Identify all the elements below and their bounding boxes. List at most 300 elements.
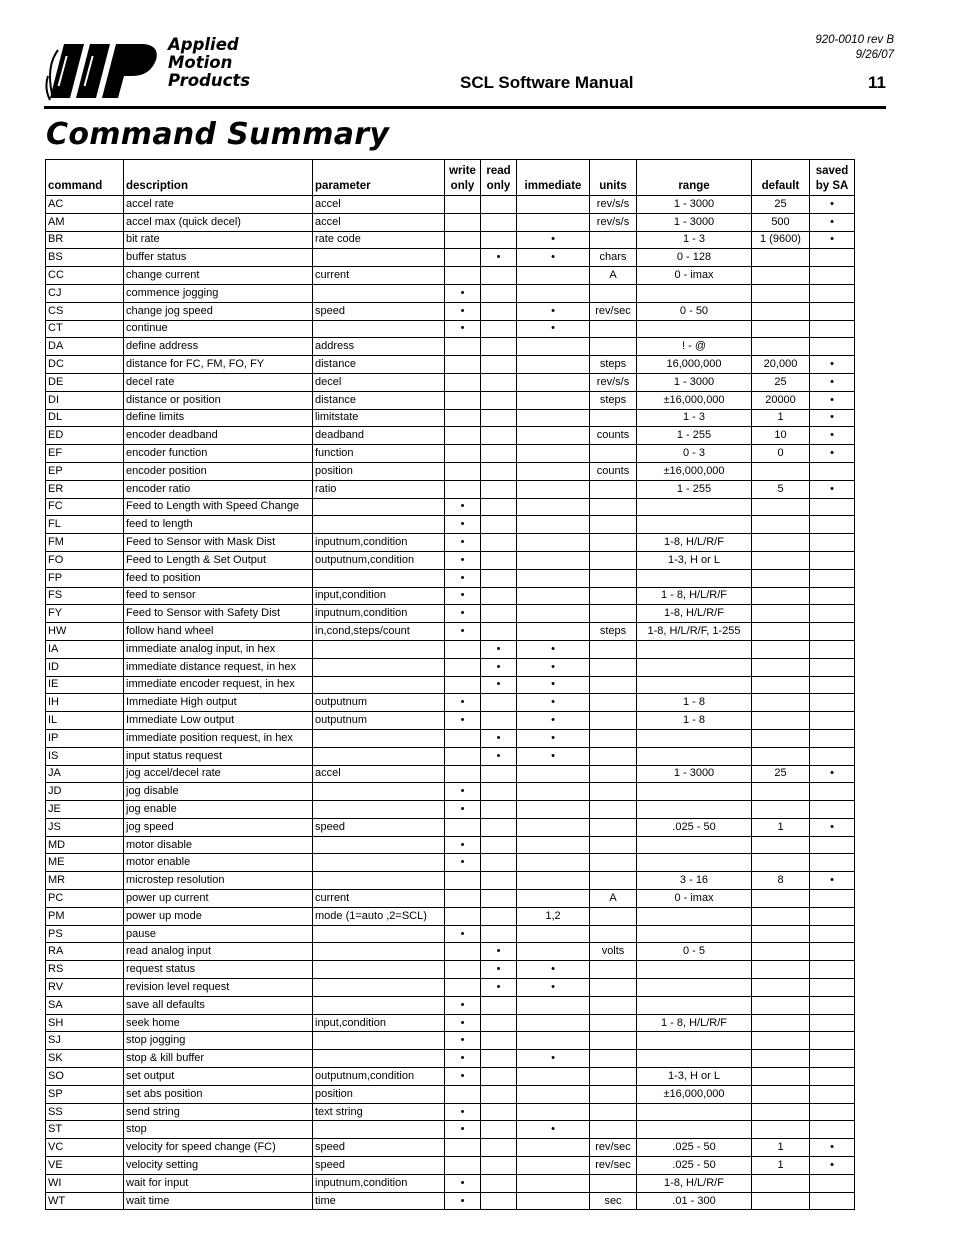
cell-read [481,854,517,872]
cell-parameter: position [313,1085,445,1103]
cell-default [752,1103,810,1121]
cell-saved [810,267,855,285]
cell-description: seek home [124,1014,313,1032]
table-row [46,1103,855,1121]
column-header-range: range [637,160,752,196]
cell-write: • [445,569,481,587]
cell-read: • [481,676,517,694]
cell-range [637,907,752,925]
cell-range [637,676,752,694]
cell-saved [810,1050,855,1068]
cell-parameter [313,284,445,302]
table-row [46,373,855,391]
cell-immediate [517,391,590,409]
cell-command: VC [46,1139,124,1157]
cell-description: input status request [124,747,313,765]
table-row [46,569,855,587]
cell-units [590,587,637,605]
cell-immediate [517,587,590,605]
cell-range: 3 - 16 [637,872,752,890]
cell-range: 0 - 128 [637,249,752,267]
cell-default: 8 [752,872,810,890]
cell-immediate [517,480,590,498]
cell-range [637,996,752,1014]
cell-command: JE [46,801,124,819]
table-row [46,267,855,285]
cell-units [590,872,637,890]
cell-saved [810,907,855,925]
table-row [46,712,855,730]
cell-saved [810,284,855,302]
cell-default [752,534,810,552]
cell-read: • [481,658,517,676]
cell-default [752,1014,810,1032]
column-header-immediate: immediate [517,160,590,196]
cell-range [637,783,752,801]
cell-range: 0 - 3 [637,445,752,463]
cell-default [752,925,810,943]
cell-default [752,249,810,267]
cell-command: AC [46,196,124,214]
table-row [46,783,855,801]
cell-read [481,1157,517,1175]
table-row [46,1050,855,1068]
table-row [46,302,855,320]
table-row [46,1032,855,1050]
cell-read [481,551,517,569]
cell-units [590,979,637,997]
cell-default [752,302,810,320]
cell-units [590,445,637,463]
cell-range: 0 - 5 [637,943,752,961]
cell-description: wait for input [124,1174,313,1192]
cell-range: 1-8, H/L/R/F [637,605,752,623]
cell-description: encoder function [124,445,313,463]
cell-saved [810,249,855,267]
cell-read [481,712,517,730]
cell-read [481,462,517,480]
table-row [46,498,855,516]
cell-units [590,907,637,925]
cell-immediate [517,783,590,801]
cell-parameter: outputnum,condition [313,551,445,569]
header-rule [44,106,886,109]
page-title: Command Summary [46,117,390,152]
cell-default [752,1032,810,1050]
cell-write: • [445,783,481,801]
cell-default: 25 [752,373,810,391]
document-id: 920-0010 rev B [815,34,894,46]
cell-write: • [445,836,481,854]
cell-saved: • [810,818,855,836]
table-row [46,979,855,997]
cell-saved: • [810,872,855,890]
cell-range [637,284,752,302]
cell-command: CJ [46,284,124,302]
cell-units: chars [590,249,637,267]
cell-saved [810,1085,855,1103]
cell-range [637,516,752,534]
cell-read [481,1174,517,1192]
cell-units [590,1032,637,1050]
cell-parameter [313,729,445,747]
cell-immediate: • [517,961,590,979]
cell-default: 1 (9600) [752,231,810,249]
cell-write: • [445,284,481,302]
cell-parameter [313,516,445,534]
cell-write [445,979,481,997]
cell-range: 1-8, H/L/R/F [637,534,752,552]
cell-description: bit rate [124,231,313,249]
cell-parameter: input,condition [313,587,445,605]
cell-range [637,747,752,765]
cell-range: 1-8, H/L/R/F [637,1174,752,1192]
cell-saved [810,1174,855,1192]
cell-command: IS [46,747,124,765]
cell-immediate [517,1139,590,1157]
cell-units: rev/sec [590,1157,637,1175]
cell-default [752,623,810,641]
table-row [46,729,855,747]
cell-read [481,783,517,801]
cell-default: 20,000 [752,356,810,374]
cell-immediate [517,569,590,587]
cell-parameter: accel [313,765,445,783]
cell-range: ±16,000,000 [637,1085,752,1103]
cell-units [590,480,637,498]
cell-command: IP [46,729,124,747]
cell-description: revision level request [124,979,313,997]
cell-write: • [445,551,481,569]
cell-units [590,1050,637,1068]
cell-write: • [445,1068,481,1086]
cell-read [481,569,517,587]
cell-parameter [313,943,445,961]
cell-range: 1-3, H or L [637,1068,752,1086]
cell-read [481,356,517,374]
cell-units [590,284,637,302]
page-number: 11 [868,73,886,92]
cell-description: velocity setting [124,1157,313,1175]
cell-write [445,943,481,961]
cell-write [445,961,481,979]
cell-range: ! - @ [637,338,752,356]
table-row [46,409,855,427]
cell-immediate [517,943,590,961]
cell-units [590,961,637,979]
cell-default [752,836,810,854]
cell-immediate [517,1068,590,1086]
table-row [46,1192,855,1210]
cell-range [637,979,752,997]
cell-write [445,231,481,249]
cell-saved [810,516,855,534]
cell-saved [810,623,855,641]
cell-default [752,801,810,819]
cell-parameter [313,925,445,943]
cell-description: microstep resolution [124,872,313,890]
cell-default: 1 [752,1157,810,1175]
document-id-block [815,33,894,63]
cell-default: 5 [752,480,810,498]
cell-immediate [517,854,590,872]
cell-units: counts [590,462,637,480]
cell-units: steps [590,356,637,374]
cell-description: accel max (quick decel) [124,213,313,231]
cell-units [590,729,637,747]
cell-immediate [517,1174,590,1192]
cell-write [445,658,481,676]
cell-saved [810,551,855,569]
cell-description: encoder deadband [124,427,313,445]
cell-saved [810,712,855,730]
cell-parameter: deadband [313,427,445,445]
table-row [46,961,855,979]
cell-description: accel rate [124,196,313,214]
table-row [46,320,855,338]
cell-description: motor enable [124,854,313,872]
cell-range: .025 - 50 [637,1157,752,1175]
table-row [46,427,855,445]
cell-command: FL [46,516,124,534]
cell-read [481,623,517,641]
cell-description: Feed to Sensor with Mask Dist [124,534,313,552]
cell-command: SK [46,1050,124,1068]
cell-parameter [313,783,445,801]
cell-read [481,231,517,249]
cell-parameter: text string [313,1103,445,1121]
cell-description: feed to sensor [124,587,313,605]
cell-immediate [517,551,590,569]
cell-range [637,569,752,587]
cell-range [637,925,752,943]
cell-description: power up mode [124,907,313,925]
cell-write [445,267,481,285]
table-row [46,1121,855,1139]
cell-read [481,1014,517,1032]
cell-write [445,338,481,356]
cell-parameter: input,condition [313,1014,445,1032]
cell-default [752,1192,810,1210]
cell-range: .025 - 50 [637,1139,752,1157]
cell-default: 1 [752,1139,810,1157]
cell-command: ME [46,854,124,872]
cell-parameter: mode (1=auto ,2=SCL) [313,907,445,925]
cell-read [481,1103,517,1121]
cell-description: commence jogging [124,284,313,302]
cell-write: • [445,1174,481,1192]
cell-units [590,640,637,658]
table-row [46,480,855,498]
cell-units [590,498,637,516]
cell-parameter: current [313,890,445,908]
cell-default: 25 [752,196,810,214]
cell-write: • [445,1192,481,1210]
cell-saved [810,605,855,623]
cell-immediate: • [517,302,590,320]
cell-write [445,676,481,694]
table-row [46,925,855,943]
cell-parameter: in,cond,steps/count [313,623,445,641]
cell-units [590,676,637,694]
cell-read [481,302,517,320]
cell-range: 1 - 3000 [637,196,752,214]
table-row [46,747,855,765]
cell-command: SJ [46,1032,124,1050]
cell-default [752,1068,810,1086]
cell-description: read analog input [124,943,313,961]
cell-units: A [590,890,637,908]
cell-units [590,1068,637,1086]
company-logo-mark-icon [44,36,166,102]
cell-parameter [313,1032,445,1050]
cell-parameter [313,854,445,872]
cell-write: • [445,1014,481,1032]
cell-saved [810,1014,855,1032]
column-header-command: command [46,160,124,196]
cell-parameter [313,658,445,676]
cell-range: 1 - 8, H/L/R/F [637,1014,752,1032]
cell-saved: • [810,445,855,463]
cell-saved [810,996,855,1014]
cell-read: • [481,943,517,961]
cell-command: PS [46,925,124,943]
table-row [46,516,855,534]
cell-write: • [445,516,481,534]
cell-parameter: distance [313,391,445,409]
cell-default: 25 [752,765,810,783]
cell-write [445,391,481,409]
cell-saved [810,320,855,338]
cell-description: Immediate Low output [124,712,313,730]
cell-parameter [313,961,445,979]
cell-default [752,587,810,605]
cell-default [752,516,810,534]
cell-immediate [517,836,590,854]
cell-command: MR [46,872,124,890]
cell-saved [810,462,855,480]
table-row [46,1014,855,1032]
cell-read [481,213,517,231]
cell-immediate [517,818,590,836]
cell-write: • [445,712,481,730]
cell-default [752,1174,810,1192]
table-row [46,996,855,1014]
cell-units [590,1085,637,1103]
cell-parameter [313,569,445,587]
table-row [46,943,855,961]
cell-units [590,694,637,712]
cell-command: JD [46,783,124,801]
cell-read [481,996,517,1014]
cell-immediate [517,534,590,552]
cell-description: power up current [124,890,313,908]
cell-description: define limits [124,409,313,427]
cell-immediate [517,925,590,943]
cell-saved [810,1103,855,1121]
cell-immediate [517,765,590,783]
cell-description: jog accel/decel rate [124,765,313,783]
cell-command: SH [46,1014,124,1032]
cell-write [445,409,481,427]
cell-saved [810,587,855,605]
cell-immediate: • [517,1050,590,1068]
cell-parameter [313,498,445,516]
cell-read [481,196,517,214]
cell-saved: • [810,1157,855,1175]
cell-read [481,516,517,534]
cell-command: ED [46,427,124,445]
cell-immediate: • [517,1121,590,1139]
cell-default [752,1085,810,1103]
cell-command: WI [46,1174,124,1192]
cell-range: 1 - 8, H/L/R/F [637,587,752,605]
cell-immediate [517,890,590,908]
cell-command: DC [46,356,124,374]
cell-parameter: speed [313,1157,445,1175]
cell-immediate [517,605,590,623]
cell-saved [810,943,855,961]
cell-description: Feed to Length with Speed Change [124,498,313,516]
cell-default [752,320,810,338]
cell-parameter: inputnum,condition [313,605,445,623]
cell-immediate: • [517,658,590,676]
cell-write [445,445,481,463]
cell-write [445,213,481,231]
cell-default [752,605,810,623]
cell-parameter: inputnum,condition [313,1174,445,1192]
cell-write [445,872,481,890]
cell-immediate: • [517,979,590,997]
cell-write [445,249,481,267]
cell-default: 1 [752,818,810,836]
cell-parameter: inputnum,condition [313,534,445,552]
cell-command: FP [46,569,124,587]
cell-units [590,409,637,427]
cell-range [637,961,752,979]
table-row [46,854,855,872]
cell-write: • [445,1032,481,1050]
table-body [46,196,855,1210]
cell-command: SO [46,1068,124,1086]
cell-units [590,551,637,569]
table-row [46,658,855,676]
cell-units [590,801,637,819]
cell-command: JS [46,818,124,836]
cell-read [481,1068,517,1086]
cell-default [752,462,810,480]
cell-description: set output [124,1068,313,1086]
cell-description: pause [124,925,313,943]
cell-immediate [517,1014,590,1032]
cell-command: RA [46,943,124,961]
column-header-default: default [752,160,810,196]
table-row [46,1139,855,1157]
cell-parameter [313,1121,445,1139]
cell-read [481,925,517,943]
cell-command: IL [46,712,124,730]
cell-description: distance for FC, FM, FO, FY [124,356,313,374]
cell-command: AM [46,213,124,231]
cell-immediate: • [517,231,590,249]
cell-saved: • [810,373,855,391]
cell-command: IA [46,640,124,658]
table-row [46,196,855,214]
cell-range [637,729,752,747]
cell-default [752,1050,810,1068]
cell-immediate [517,356,590,374]
cell-description: encoder ratio [124,480,313,498]
